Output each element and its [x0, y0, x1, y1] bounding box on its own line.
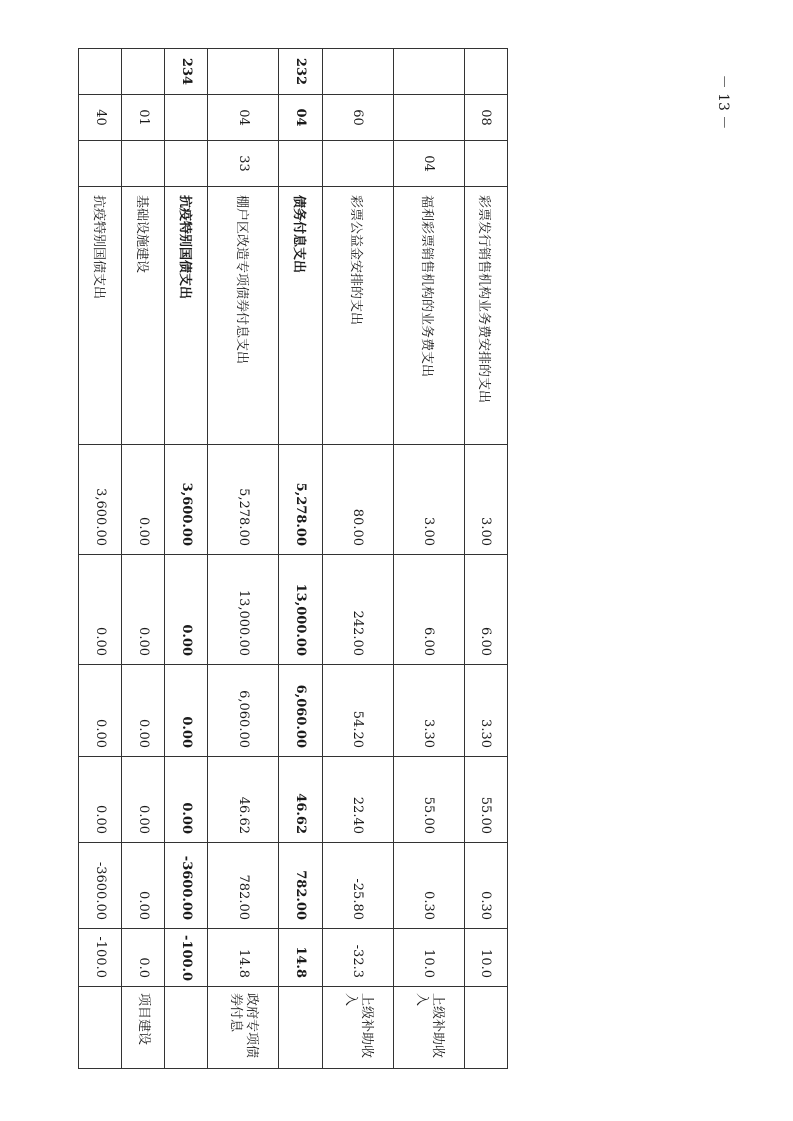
change-percent-cell: 14.8 [208, 929, 279, 987]
value-cell: 3,600.00 [165, 445, 208, 555]
value-cell: 0.00 [122, 665, 165, 757]
table-row [122, 49, 165, 1069]
value-cell: 3.30 [393, 665, 464, 757]
item-code-cell: 04 [208, 95, 279, 141]
value-cell: 54.20 [322, 665, 393, 757]
class-code-cell [208, 49, 279, 95]
table-row [165, 49, 208, 1069]
change-amount-cell: 782.00 [279, 843, 322, 929]
subject-name-cell: 彩票发行销售机构业务费安排的支出 [464, 187, 507, 445]
table-row [464, 49, 507, 1069]
value-cell: 6.00 [464, 555, 507, 665]
value-cell: 0.00 [79, 665, 122, 757]
remark-cell [79, 987, 122, 1069]
table-row [208, 49, 279, 1069]
subject-name-cell: 抗疫特别国债支出 [79, 187, 122, 445]
subitem-code-cell [322, 141, 393, 187]
table-row [393, 49, 464, 1069]
budget-table [78, 48, 508, 1069]
item-code-cell [165, 95, 208, 141]
subject-name-cell: 棚户区改造专项债券付息支出 [208, 187, 279, 445]
subitem-code-cell [165, 141, 208, 187]
value-cell: 5,278.00 [208, 445, 279, 555]
class-code-cell [464, 49, 507, 95]
change-percent-cell: 10.0 [393, 929, 464, 987]
item-code-cell [393, 95, 464, 141]
value-cell: 5,278.00 [279, 445, 322, 555]
page-number: － 13 － [715, 74, 731, 130]
item-code-cell: 40 [79, 95, 122, 141]
remark-cell: 上级补助收入 [322, 987, 393, 1069]
value-cell: 13,000.00 [208, 555, 279, 665]
item-code-cell: 04 [279, 95, 322, 141]
item-code-cell: 01 [122, 95, 165, 141]
table-row [279, 49, 322, 1069]
subitem-code-cell [464, 141, 507, 187]
change-percent-cell: -100.0 [79, 929, 122, 987]
percent-cell: 22.40 [322, 757, 393, 843]
value-cell: 3.30 [464, 665, 507, 757]
percent-cell: 46.62 [208, 757, 279, 843]
remark-cell [464, 987, 507, 1069]
subitem-code-cell: 04 [393, 141, 464, 187]
value-cell: 0.00 [165, 555, 208, 665]
value-cell: 242.00 [322, 555, 393, 665]
value-cell: 3.00 [393, 445, 464, 555]
value-cell: 0.00 [122, 555, 165, 665]
change-amount-cell: -3600.00 [165, 843, 208, 929]
change-percent-cell: 0.0 [122, 929, 165, 987]
table-row [322, 49, 393, 1069]
subject-name-cell: 彩票公益金安排的支出 [322, 187, 393, 445]
change-amount-cell: 782.00 [208, 843, 279, 929]
change-amount-cell: -25.80 [322, 843, 393, 929]
value-cell: 0.00 [79, 555, 122, 665]
percent-cell: 46.62 [279, 757, 322, 843]
value-cell: 80.00 [322, 445, 393, 555]
change-percent-cell: -32.3 [322, 929, 393, 987]
subject-name-cell: 债务付息支出 [279, 187, 322, 445]
class-code-cell [322, 49, 393, 95]
value-cell: 6,060.00 [279, 665, 322, 757]
subitem-code-cell [122, 141, 165, 187]
percent-cell: 0.00 [122, 757, 165, 843]
change-amount-cell: -3600.00 [79, 843, 122, 929]
table-body [79, 49, 508, 1069]
item-code-cell: 08 [464, 95, 507, 141]
remark-cell [279, 987, 322, 1069]
item-code-cell: 60 [322, 95, 393, 141]
class-code-cell [79, 49, 122, 95]
subject-name-cell: 福利彩票销售机构的业务费支出 [393, 187, 464, 445]
change-amount-cell: 0.30 [464, 843, 507, 929]
remark-cell: 上级补助收入 [393, 987, 464, 1069]
change-amount-cell: 0.00 [122, 843, 165, 929]
change-percent-cell: -100.0 [165, 929, 208, 987]
value-cell: 3.00 [464, 445, 507, 555]
class-code-cell [393, 49, 464, 95]
class-code-cell [122, 49, 165, 95]
table-row [79, 49, 122, 1069]
subitem-code-cell [79, 141, 122, 187]
value-cell: 6.00 [393, 555, 464, 665]
class-code-cell: 232 [279, 49, 322, 95]
value-cell: 6,060.00 [208, 665, 279, 757]
percent-cell: 55.00 [464, 757, 507, 843]
subject-name-cell: 抗疫特别国债支出 [165, 187, 208, 445]
remark-cell: 政府专项债券付息 [208, 987, 279, 1069]
value-cell: 0.00 [165, 665, 208, 757]
change-amount-cell: 0.30 [393, 843, 464, 929]
value-cell: 3,600.00 [79, 445, 122, 555]
value-cell: 13,000.00 [279, 555, 322, 665]
value-cell: 0.00 [122, 445, 165, 555]
subitem-code-cell: 33 [208, 141, 279, 187]
subject-name-cell: 基础设施建设 [122, 187, 165, 445]
rotated-table-frame [78, 48, 508, 1068]
remark-cell [165, 987, 208, 1069]
subitem-code-cell [279, 141, 322, 187]
percent-cell: 55.00 [393, 757, 464, 843]
remark-cell: 项目建设 [122, 987, 165, 1069]
change-percent-cell: 10.0 [464, 929, 507, 987]
class-code-cell: 234 [165, 49, 208, 95]
percent-cell: 0.00 [165, 757, 208, 843]
change-percent-cell: 14.8 [279, 929, 322, 987]
percent-cell: 0.00 [79, 757, 122, 843]
